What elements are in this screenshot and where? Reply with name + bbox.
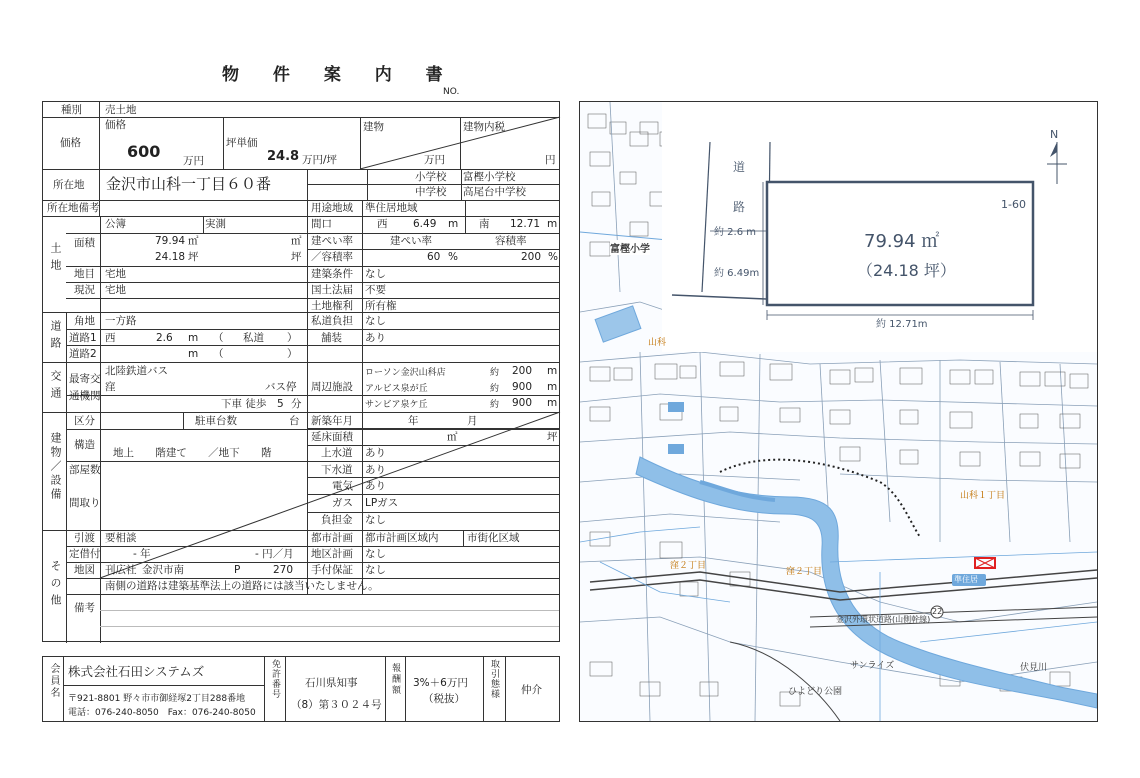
map-label-ring-road: 金沢外環状道路(山側幹線) [836,615,931,624]
area-m2-value: 79.94 [155,235,186,247]
plot-south-length: 約 12.71m [876,319,928,330]
facility-approx: 約 [490,400,500,410]
tsubo-price-value: 24.8 [267,149,300,164]
facility-distance: 200 [512,365,533,377]
far-value: 200 [521,251,542,263]
building-tax-label: 建物内税 [463,121,505,133]
road2-open-paren: （ [213,348,224,360]
frontage-unit2: m [547,218,558,230]
deal-value: 仲介 [521,684,542,696]
district-plan-value: なし [365,548,386,560]
facility-name: サンビア泉ケ丘 [365,400,428,410]
road-section-label: 道路 [49,320,62,354]
map-label-stop: 準住居 [954,575,978,584]
location-label: 所在地 [53,179,85,191]
map-label-hiyodori-park: ひよどり公園 [788,687,843,697]
map-label: 地図 [74,564,95,576]
frontage-val1: 6.49 [413,218,437,230]
transport-station: 窪 [105,381,116,393]
coverage-sub-label: 建ぺい率 [390,235,432,247]
registry-label: 公簿 [105,218,126,230]
transport-line: 北陸鉄道バス [105,365,168,377]
plot-road-width: 約 2.6 m [714,227,757,238]
road1-width: 2.6 [156,332,173,344]
price-label: 価格 [60,137,81,149]
road1-type: 私道 [243,332,264,344]
junior-school-value: 高尾台中学校 [463,186,526,198]
build-condition-value: なし [365,268,386,280]
national-law-label: 国土法届 [311,284,353,296]
facility-distance: 900 [512,397,533,409]
paving-label: 舗装 [321,332,342,344]
coverage-label: 建ぺい率 [311,235,353,247]
area-label: 面積 [74,237,95,249]
tsubo-price-unit: 万円/坪 [302,154,338,166]
elementary-school-value: 富樫小学校 [463,171,516,183]
road1-direction: 西 [105,332,116,344]
map-label-district-kubo-2: 窪２丁目 [670,561,707,571]
road2-close-paren: ） [287,348,298,360]
junior-school-label: 中学校 [415,186,447,198]
handover-label: 引渡 [74,532,95,544]
land-current-label: 現況 [74,284,95,296]
road2-unit: m [188,348,199,360]
road2-label: 道路2 [69,348,97,360]
facility-unit: m [547,397,558,409]
water-value: あり [365,447,386,459]
building-price-unit: 万円 [424,154,445,166]
actual-label: 実測 [205,218,226,230]
nearest-label-line1: 最寄交 [69,373,101,385]
land-current-value: 宅地 [105,284,126,296]
coverage-unit: % [448,251,458,263]
plot-road-label-1: 道 [733,160,746,174]
lease-label: 定借付 [69,548,101,560]
facility-name: アルビス泉が丘 [365,384,428,394]
land-category-value: 宅地 [105,268,126,280]
elementary-school-label: 小学校 [415,171,447,183]
map-label-yamashina: 山科 [648,338,667,348]
city-plan-value: 都市計画区域内 [365,532,439,544]
guarantee-label: 手付保証 [311,564,353,576]
facility-approx: 約 [490,368,500,378]
actual-tsubo-unit: 坪 [291,251,302,263]
land-category-label: 地目 [74,268,95,280]
price-value: 600 [127,142,161,161]
national-law-value: 不要 [365,284,386,296]
parking-unit: 台 [289,415,300,427]
location-note-label: 所在地備考 [47,202,100,214]
plot-west-length: 約 6.49m [714,268,760,279]
fee-value: 3%＋6万円 [413,677,468,689]
member-label: 会員名 [48,663,59,699]
structure-label: 構造 [74,439,95,451]
facility-unit: m [547,381,558,393]
walk-label: 下車 徒歩 [221,398,267,410]
road1-close-paren: ） [287,332,298,344]
coverage-value: 60 [427,251,441,263]
map-label-district-kubo: 窪２丁目 [786,567,823,577]
frontage-dir1: 西 [377,218,388,230]
division-label: 区分 [74,415,95,427]
area-tsubo-unit: 坪 [188,251,199,263]
location-value: 金沢市山科一丁目６０番 [106,175,272,193]
land-rights-label: 土地権利 [311,300,353,312]
land-rights-value: 所有権 [365,300,397,312]
plot-area-m2: 79.94 ㎡ [864,231,940,252]
lease-term: - 年 [133,548,151,560]
remarks-text: 南側の道路は建築基準法上の道路には該当いたしません。 [105,580,379,592]
property-sheet [42,101,560,642]
building-tax-unit: 円 [545,154,556,166]
facility-unit: m [547,365,558,377]
layout-label: 間取り [69,497,101,509]
area-tsubo-value: 24.18 [155,251,186,263]
gas-value: LPガス [365,497,399,509]
license-authority: 石川県知事 [305,677,358,689]
zone-label: 用途地域 [311,202,353,214]
plot-lot-number: 1-60 [1001,198,1026,211]
land-section-label: 土地 [49,242,62,276]
license-number: （8）第３０２４号 [291,699,382,711]
map-panel [579,101,1098,722]
facility-label: 周辺施設 [311,381,353,393]
road1-unit: m [188,332,199,344]
map-label-sunrise: サンライズ [850,661,895,671]
location-map [580,102,1097,721]
map-publisher: 刊広社 [105,564,137,576]
electricity-label: 電気 [332,480,353,492]
north-indicator: N [1050,128,1059,141]
building-price-label: 建物 [363,121,384,133]
map-page-label: P [234,564,241,576]
frontage-dir2: 南 [479,218,490,230]
walk-unit: 分 [291,398,302,410]
city-plan-area: 市街化区域 [467,532,520,544]
corner-value: 一方路 [105,315,137,327]
far-unit: % [548,251,558,263]
frontage-label: 間口 [311,218,332,230]
map-label-district-yamashina: 山科１丁目 [960,491,1006,501]
type-label: 種別 [61,104,82,116]
price-unit: 万円 [183,155,204,167]
built-month: 月 [467,415,478,427]
other-section-label: その他 [49,560,62,611]
facility-name: ローソン金沢山科店 [365,368,446,378]
built-year: 年 [408,415,419,427]
facility-approx: 約 [490,384,500,394]
road1-label: 道路1 [69,332,97,344]
nearest-label-line2: 通機関 [69,390,101,402]
document-title: 物 件 案 内 書 [222,65,457,85]
road1-open-paren: （ [213,332,224,344]
company-name: 株式会社石田システムズ [68,664,205,679]
company-phone: 電話：076-240-8050 Fax：076-240-8050 [68,708,256,718]
map-city: 金沢市南 [142,564,184,576]
water-label: 上水道 [321,447,353,459]
structure-text: 地上 階建て ／地下 階 [113,447,272,459]
document-number-label: NO. [443,87,460,97]
license-label: 免許番号 [270,659,280,699]
plot-area-tsubo: （24.18 坪） [857,261,956,280]
map-label-river: 伏見川 [1020,663,1048,673]
company-address: 〒921-8801 野々市市御経塚2丁目288番地 [68,694,246,704]
type-value: 売土地 [105,104,137,116]
building-section-label: 建物／設備 [49,432,62,502]
map-page: 270 [273,564,294,576]
burden-value: なし [365,514,386,526]
map-label-route-number: 22 [932,607,943,616]
broker-footer [42,656,560,722]
zone-value: 準住居地域 [365,202,418,214]
far-label: ／容積率 [311,251,353,263]
frontage-unit1: m [448,218,459,230]
floor-area-unit-tsubo: 坪 [547,431,558,443]
paving-value: あり [365,332,386,344]
actual-m2-unit: ㎡ [291,235,302,247]
handover-value: 要相談 [105,532,137,544]
area-m2-unit: ㎡ [188,235,199,247]
floor-area-label: 延床面積 [311,431,353,443]
floor-area-unit-m2: ㎡ [447,431,458,443]
private-road-label: 私道負担 [311,315,353,327]
transport-section-label: 交通 [49,370,62,404]
frontage-val2: 12.71 [510,218,541,230]
sewer-label: 下水道 [321,464,353,476]
sewer-value: あり [365,464,386,476]
corner-label: 角地 [74,315,95,327]
private-road-value: なし [365,315,386,327]
parking-label: 駐車台数 [195,415,237,427]
burden-label: 負担金 [321,514,353,526]
bus-stop-label: バス停 [265,381,297,393]
electricity-value: あり [365,480,386,492]
built-label: 新築年月 [311,415,353,427]
lease-fee: - 円／月 [255,548,294,560]
build-condition-label: 建築条件 [311,268,353,280]
tsubo-price-label: 坪単価 [226,137,258,149]
walk-value: 5 [277,398,284,410]
guarantee-value: なし [365,564,386,576]
price-sub-label: 価格 [105,119,126,131]
school-map-label: 富樫小学 [610,240,650,255]
fee-note: （税抜） [423,693,465,705]
plot-road-label-2: 路 [733,200,746,214]
fee-label: 報酬額 [390,663,400,696]
gas-label: ガス [332,497,353,509]
far-sub-label: 容積率 [495,235,527,247]
remarks-label: 備考 [74,602,95,614]
deal-label: 取引態様 [489,659,499,699]
rooms-label: 部屋数 [69,464,101,476]
city-plan-label: 都市計画 [311,532,353,544]
facility-distance: 900 [512,381,533,393]
district-plan-label: 地区計画 [311,548,353,560]
